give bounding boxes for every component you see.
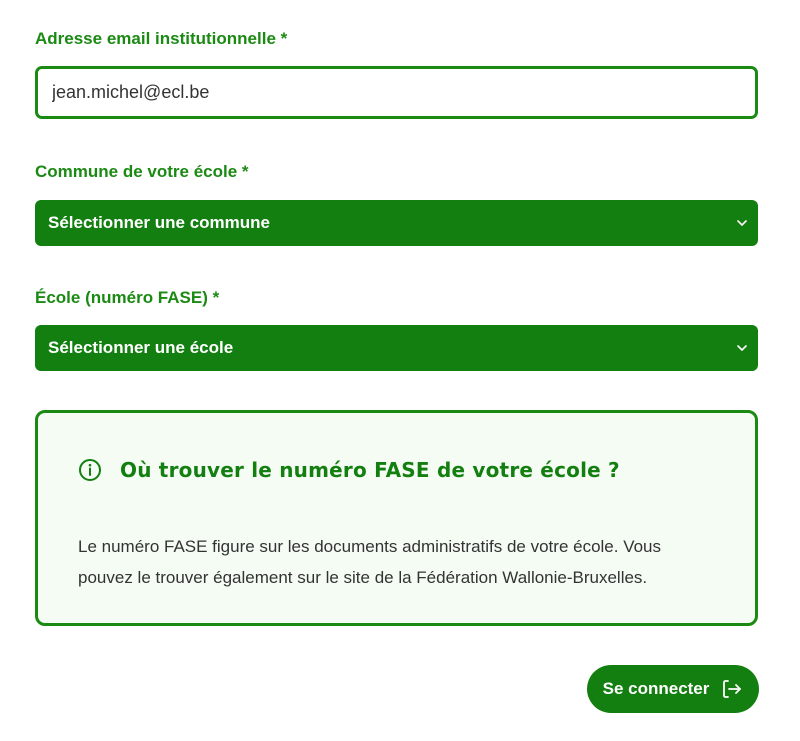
chevron-down-icon: [736, 217, 748, 229]
ecole-label: École (numéro FASE) *: [35, 288, 220, 307]
email-field[interactable]: [35, 66, 758, 119]
info-header: [78, 458, 620, 482]
info-text: Le numéro FASE figure sur les documents administratifs de votre école. Vous pouvez le trouver également sur le site de la Fédération Wallonie-Bruxelles.: [78, 537, 662, 587]
connect-button[interactable]: [587, 665, 759, 713]
info-icon: [78, 458, 102, 482]
chevron-down-icon: [736, 342, 748, 354]
commune-select-value: Sélectionner une commune: [48, 213, 270, 232]
ecole-select[interactable]: [35, 325, 758, 371]
commune-label: Commune de votre école *: [35, 162, 249, 181]
connect-button-label: Se connecter: [602, 679, 710, 698]
info-title: Où trouver le numéro FASE de votre école ?: [120, 458, 620, 482]
fase-info-box: [35, 410, 758, 626]
email-label: Adresse email institutionnelle *: [35, 29, 288, 48]
login-icon: [721, 678, 743, 700]
ecole-select-value: Sélectionner une école: [48, 338, 234, 357]
commune-select[interactable]: [35, 200, 758, 246]
